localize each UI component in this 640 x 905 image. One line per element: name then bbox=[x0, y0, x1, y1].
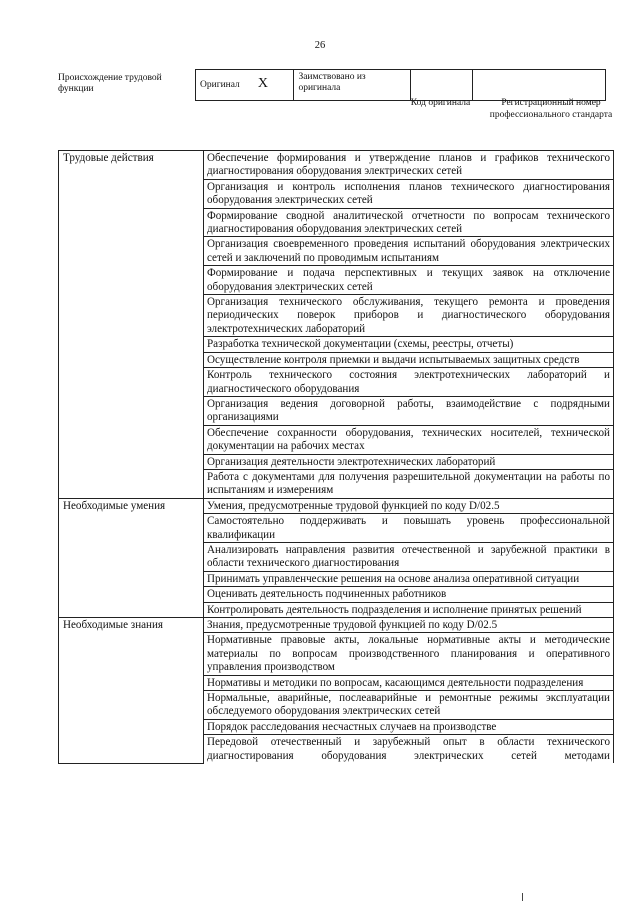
row-text: Контролировать деятельность подразделения и исполнение принятых решений bbox=[204, 602, 614, 617]
row-text: Нормативы и методики по вопросам, касающимся деятельности подразделения bbox=[204, 675, 614, 690]
original-mark: X bbox=[257, 76, 268, 92]
row-text: Формирование и подача перспективных и текущих заявок на отключение оборудования электрических сетей bbox=[204, 266, 614, 295]
row-text: Нормальные, аварийные, послеаварийные и ремонтные режимы эксплуатации обследуемого оборудования электрических сетей bbox=[204, 691, 614, 720]
origin-label: Происхождение трудовой функции bbox=[58, 73, 162, 94]
page-number: 26 bbox=[314, 40, 326, 51]
row-text: Разработка технической документации (схемы, реестры, отчеты) bbox=[204, 337, 614, 352]
category-label: Трудовые действия bbox=[59, 151, 204, 499]
row-text: Нормативные правовые акты, локальные нормативные акты и методические материалы по вопросам производственного планирования и оперативного управления производством bbox=[204, 633, 614, 675]
reg-number-caption: Регистрационный номер профессионального стандарта bbox=[489, 98, 613, 120]
category-label: Необходимые умения bbox=[59, 498, 204, 617]
row-text: Умения, предусмотренные трудовой функцией по коду D/02.5 bbox=[204, 498, 614, 513]
row-text: Передовой отечественный и зарубежный опыт в области технического диагностирования оборудования электрических сетей методами bbox=[204, 735, 614, 763]
row-text: Организация деятельности электротехнических лабораторий bbox=[204, 454, 614, 469]
row-text: Организация и контроль исполнения планов технического диагностирования оборудования электрических сетей bbox=[204, 179, 614, 208]
function-table bbox=[58, 150, 614, 764]
table-row bbox=[59, 151, 614, 180]
row-text: Принимать управленческие решения на основе анализа оперативной ситуации bbox=[204, 571, 614, 586]
reg-number-cell bbox=[473, 70, 606, 101]
row-text: Обеспечение сохранности оборудования, технических носителей, технической документации на рабочих местах bbox=[204, 425, 614, 454]
borrowed-cell: Заимствовано из оригинала bbox=[294, 70, 410, 101]
code-cell bbox=[410, 70, 472, 101]
row-text: Обеспечение формирования и утверждение планов и графиков технического диагностирования оборудования электрических сетей bbox=[204, 151, 614, 180]
page-mark bbox=[522, 893, 523, 901]
row-text: Порядок расследования несчастных случаев на производстве bbox=[204, 719, 614, 734]
table-row bbox=[59, 498, 614, 513]
row-text: Самостоятельно поддерживать и повышать уровень профессиональной квалификации bbox=[204, 514, 614, 543]
category-label: Необходимые знания bbox=[59, 618, 204, 764]
original-label: Оригинал bbox=[200, 80, 240, 91]
row-text: Организация ведения договорной работы, взаимодействие с подрядными организациями bbox=[204, 396, 614, 425]
row-text: Организация своевременного проведения испытаний оборудования электрических сетей и заключений по проводимым испытаниям bbox=[204, 237, 614, 266]
row-text: Анализировать направления развития отечественной и зарубежной практики в области технического диагностирования bbox=[204, 542, 614, 571]
code-caption: Код оригинала bbox=[410, 98, 471, 108]
row-text: Формирование сводной аналитической отчетности по вопросам технического диагностирования оборудования электрических сетей bbox=[204, 208, 614, 237]
table-row bbox=[59, 618, 614, 633]
row-text: Оценивать деятельность подчиненных работников bbox=[204, 587, 614, 602]
row-text: Контроль технического состояния электротехнических лабораторий и диагностического оборудования bbox=[204, 368, 614, 397]
row-text: Работа с документами для получения разрешительной документации на работы по испытаниям и измерениям bbox=[204, 469, 614, 498]
row-text: Организация технического обслуживания, текущего ремонта и проведения периодических поверок приборов и диагностического оборудования электротехнических лабораторий bbox=[204, 295, 614, 337]
row-text: Знания, предусмотренные трудовой функцией по коду D/02.5 bbox=[204, 618, 614, 633]
original-cell bbox=[196, 70, 294, 101]
row-text: Осуществление контроля приемки и выдачи испытываемых защитных средств bbox=[204, 352, 614, 367]
